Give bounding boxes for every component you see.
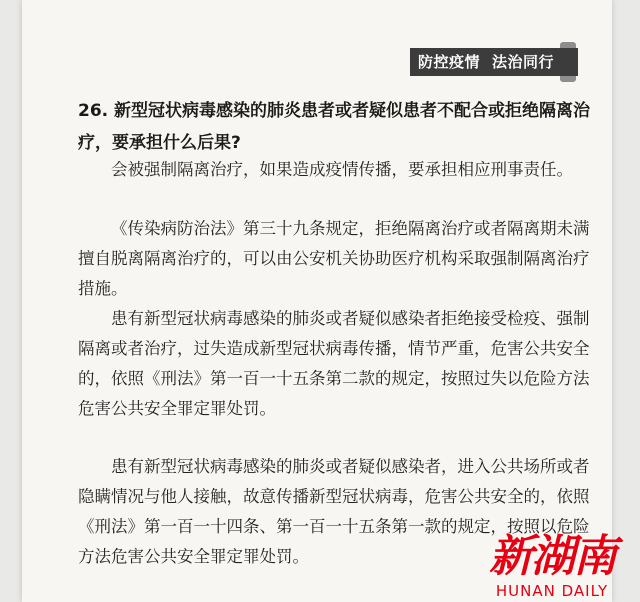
criminal-law-paragraph-negligence: 患有新型冠状病毒感染的肺炎或者疑似感染者拒绝接受检疫、强制隔离或者治疗，过失造成新型冠状病毒传播，情节严重，危害公共安全的，依照《刑法》第一百一十五条第二款的规定，按照过失以危险方法危害公共安全罪定罪处罚。 xyxy=(78,309,590,418)
hunan-daily-watermark xyxy=(482,532,622,600)
section-header xyxy=(410,48,578,76)
law-paragraph: 《传染病防治法》第三十九条规定，拒绝隔离治疗或者隔离期未满擅自脱离隔离治疗的，可以由公安机关协助医疗机构采取强制隔离治疗措施。 xyxy=(78,219,590,298)
question-heading: 26. 新型冠状病毒感染的肺炎患者或者疑似患者不配合或拒绝隔离治疗，要承担什么后果? xyxy=(78,101,591,153)
criminal-law-paragraph-intentional: 患有新型冠状病毒感染的肺炎或者疑似感染者，进入公共场所或者隐瞒情况与他人接触，故意传播新型冠状病毒，危害公共安全的，依照《刑法》第一百一十四条、第一百一十五条第一款的规定，按照以危险方法危害公共安全罪定罪处罚。 xyxy=(78,457,590,566)
header-label-right: 法治同行 xyxy=(492,53,555,71)
header-label-left: 防控疫情 xyxy=(418,53,481,71)
watermark-title: 新湖南 xyxy=(489,531,615,582)
answer-paragraph: 会被强制隔离治疗，如果造成疫情传播，要承担相应刑事责任。 xyxy=(111,160,573,179)
watermark-subtitle: HUNAN DAILY xyxy=(495,582,609,600)
book-page xyxy=(22,0,612,602)
